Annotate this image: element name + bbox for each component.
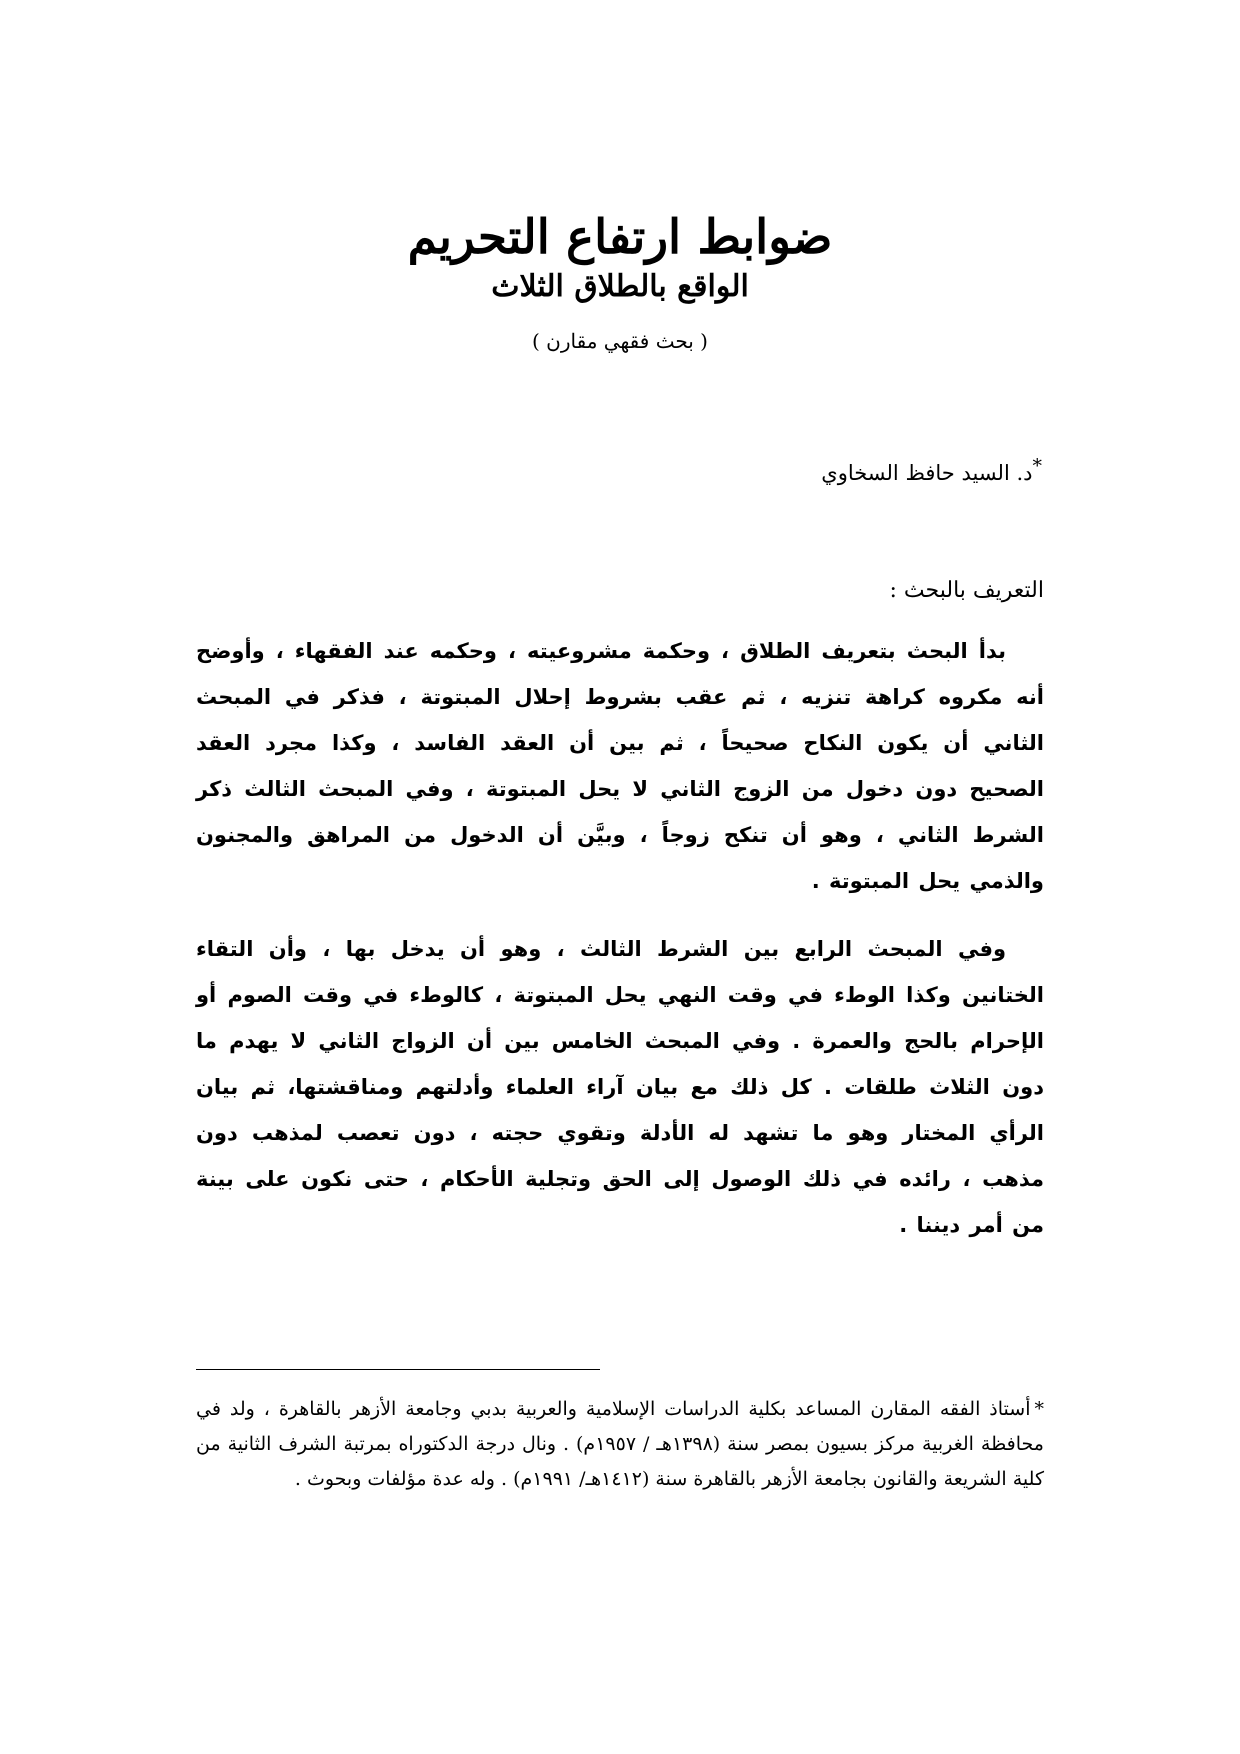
- author-footnote: [196, 1392, 1044, 1497]
- document-kind-label: ( بحث فقهي مقارن ): [532, 328, 708, 353]
- abstract-body: [196, 628, 1044, 1270]
- page-subtitle: الواقع بالطلاق الثلاث: [491, 268, 749, 304]
- footnote-text: أستاذ الفقه المقارن المساعد بكلية الدراسات الإسلامية والعربية بدبي وجامعة الأزهر بالقاهرة ، ولد في محافظة الغربية مركز بسيون بمصر سنة (١٣٩٨هـ / ١٩٥٧م) . ونال درجة الدكتوراه بمرتبة الشرف الثانية من كلية الشريعة والقانون بجامعة الأزهر بالقاهرة سنة (١٤١٢هـ/ ١٩٩١م) . وله عدة مؤلفات وبحوث .: [196, 1398, 1044, 1490]
- title-block: [0, 212, 1240, 353]
- author-name: د. السيد حافظ السخاوي: [821, 461, 1033, 485]
- section-heading-introduction: التعريف بالبحث :: [889, 578, 1044, 603]
- author-byline: [821, 455, 1044, 485]
- abstract-paragraph: بدأ البحث بتعريف الطلاق ، وحكمة مشروعيته ، وحكمه عند الفقهاء ، وأوضح أنه مكروه كراهة تنزيه ، ثم عقب بشروط إحلال المبتوتة ، فذكر في المبحث الثاني أن يكون النكاح صحيحاً ، ثم بين أن العقد الفاسد ، وكذا مجرد العقد الصحيح دون دخول من الزوج الثاني لا يحل المبتوتة ، وفي المبحث الثالث ذكر الشرط الثاني ، وهو أن تنكح زوجاً ، وبيَّن أن الدخول من المراهق والمجنون والذمي يحل المبتوتة .: [196, 639, 1044, 893]
- author-footnote-marker: *: [1032, 455, 1042, 477]
- page-title: ضوابط ارتفاع التحريم: [407, 210, 833, 265]
- footnote-marker-icon: *: [1034, 1398, 1044, 1420]
- abstract-paragraph: وفي المبحث الرابع بين الشرط الثالث ، وهو أن يدخل بها ، وأن التقاء الختانين وكذا الوطء في وقت النهي يحل المبتوتة ، كالوطء في وقت الصوم أو الإحرام بالحج والعمرة . وفي المبحث الخامس بين أن الزواج الثاني لا يهدم ما دون الثلاث طلقات . كل ذلك مع بيان آراء العلماء وأدلتهم ومناقشتها، ثم بيان الرأي المختار وهو ما تشهد له الأدلة وتقوي حجته ، دون تعصب لمذهب دون مذهب ، رائده في ذلك الوصول إلى الحق وتجلية الأحكام ، حتى نكون على بينة من أمر ديننا .: [196, 937, 1044, 1237]
- footnote-separator-rule: [196, 1369, 600, 1370]
